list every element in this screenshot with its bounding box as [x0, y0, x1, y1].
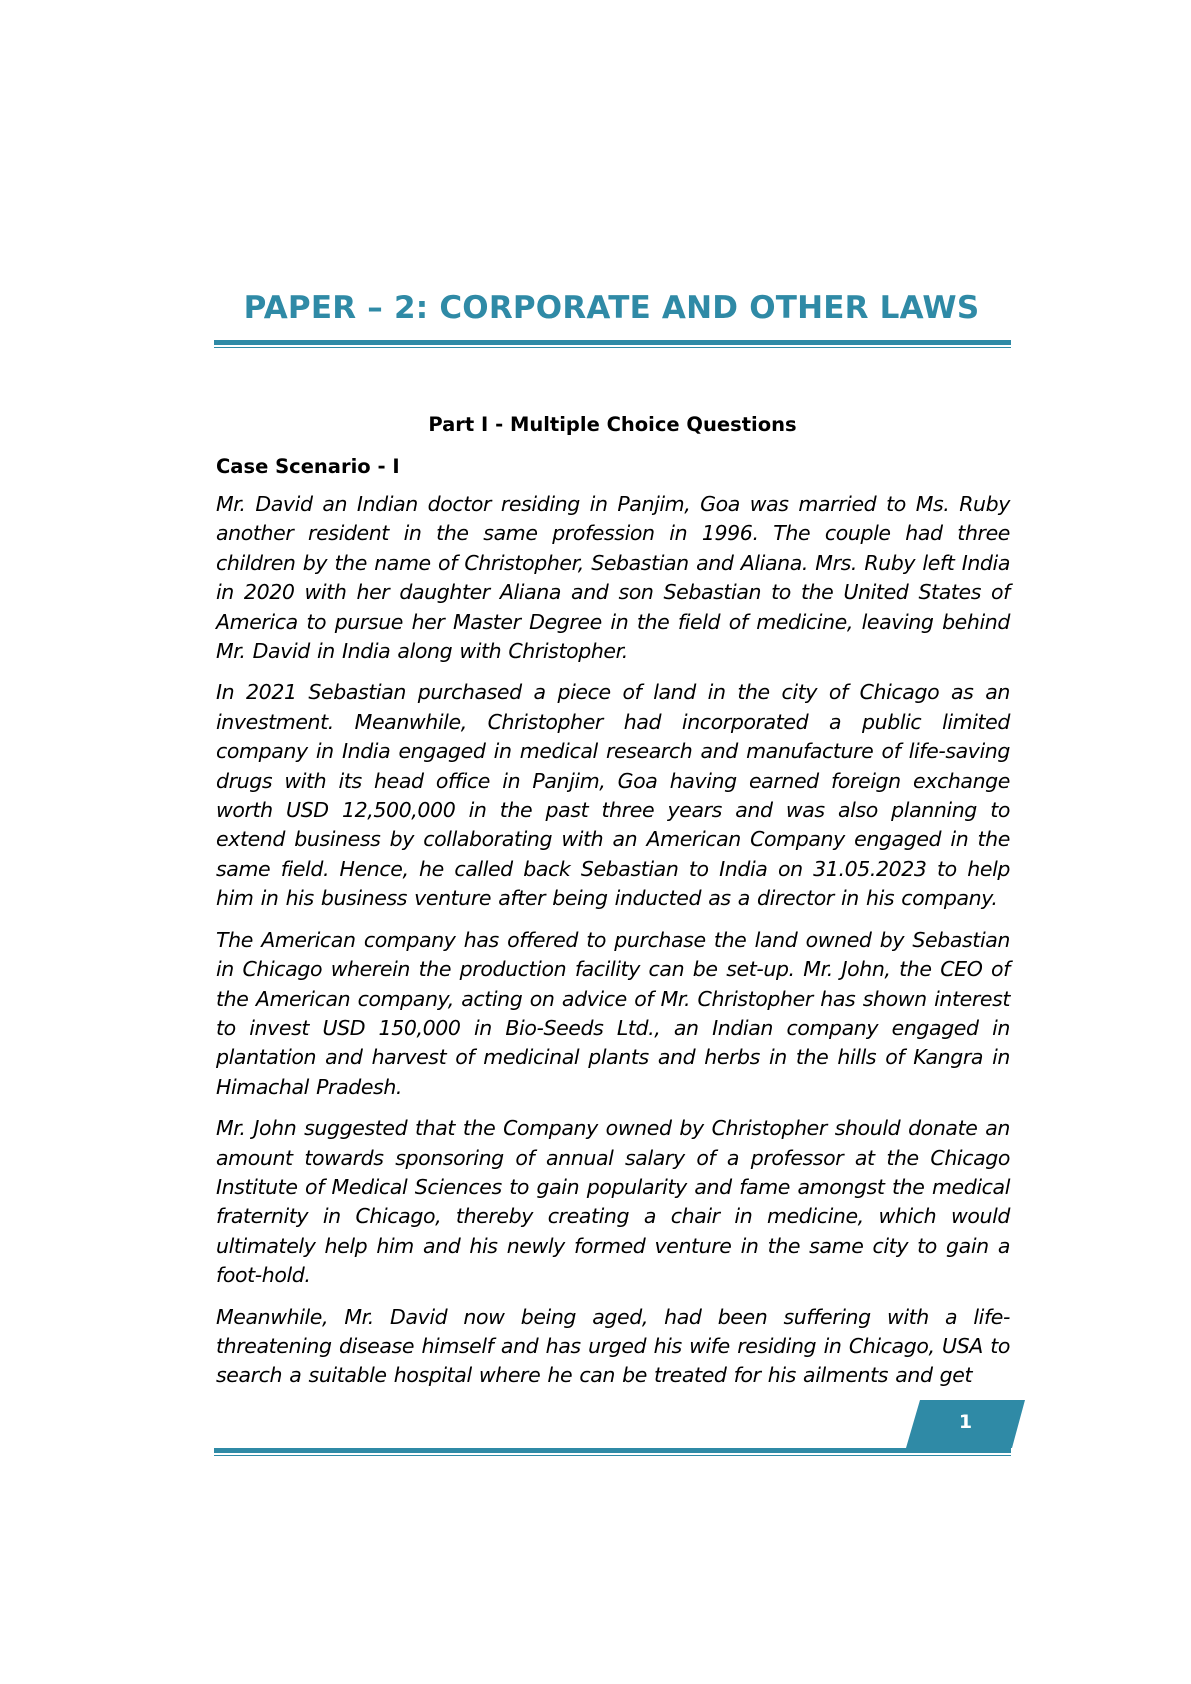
paragraph-4: Mr. John suggested that the Company owned by Christopher should donate an amount towards sponsoring of annual salary of a professor at the Chicago Institute of Medical Sciences to gain popularity and fame amongst the medical fraternity in Chicago, thereby creating a chair in medicine, which would ultimately help him and his newly formed venture in the same city to gain a foot-hold.: [216, 1116, 1010, 1288]
paragraph-5: Meanwhile, Mr. David now being aged, had been suffering with a life-threatening disease himself and has urged his wife residing in Chicago, USA to search a suitable hospital where he can be treated for his ailments and get: [216, 1304, 1010, 1388]
case-scenario-body: [216, 490, 1010, 1403]
title-underline-thin: [214, 347, 1011, 348]
page-number: 1: [958, 1411, 973, 1433]
paragraph-1: Mr. David an Indian doctor residing in Panjim, Goa was married to Ms. Ruby another resident in the same profession in 1996. The couple had three children by the name of Christopher, Sebastian and Aliana. Mrs. Ruby left India in 2020 with her daughter Aliana and son Sebastian to the United States of America to pursue her Master Degree in the field of medicine, leaving behind Mr. David in India along with Christopher.: [216, 492, 1010, 664]
case-scenario-heading: Case Scenario - I: [216, 455, 400, 478]
footer-rule-thin: [214, 1455, 1011, 1456]
part-heading: Part I - Multiple Choice Questions: [428, 413, 797, 436]
page-title: PAPER – 2: CORPORATE AND OTHER LAWS: [243, 290, 980, 326]
paragraph-2: In 2021 Sebastian purchased a piece of land in the city of Chicago as an investment. Meanwhile, Christopher had incorporated a public limited company in India engaged in medical research and manufacture of life-saving drugs with its head office in Panjim, Goa having earned foreign exchange worth USD 12,500,000 in the past three years and was also planning to extend business by collaborating with an American Company engaged in the same field. Hence, he called back Sebastian to India on 31.05.2023 to help him in his business venture after being inducted as a director in his company.: [216, 680, 1010, 911]
footer-rule-thick: [214, 1448, 1011, 1453]
title-underline-thick: [214, 340, 1011, 345]
page-number-tab: [906, 1400, 1025, 1448]
paragraph-3: The American company has offered to purchase the land owned by Sebastian in Chicago wherein the production facility can be set-up. Mr. John, the CEO of the American company, acting on advice of Mr. Christopher has shown interest to invest USD 150,000 in Bio-Seeds Ltd., an Indian company engaged in plantation and harvest of medicinal plants and herbs in the hills of Kangra in Himachal Pradesh.: [216, 927, 1010, 1099]
